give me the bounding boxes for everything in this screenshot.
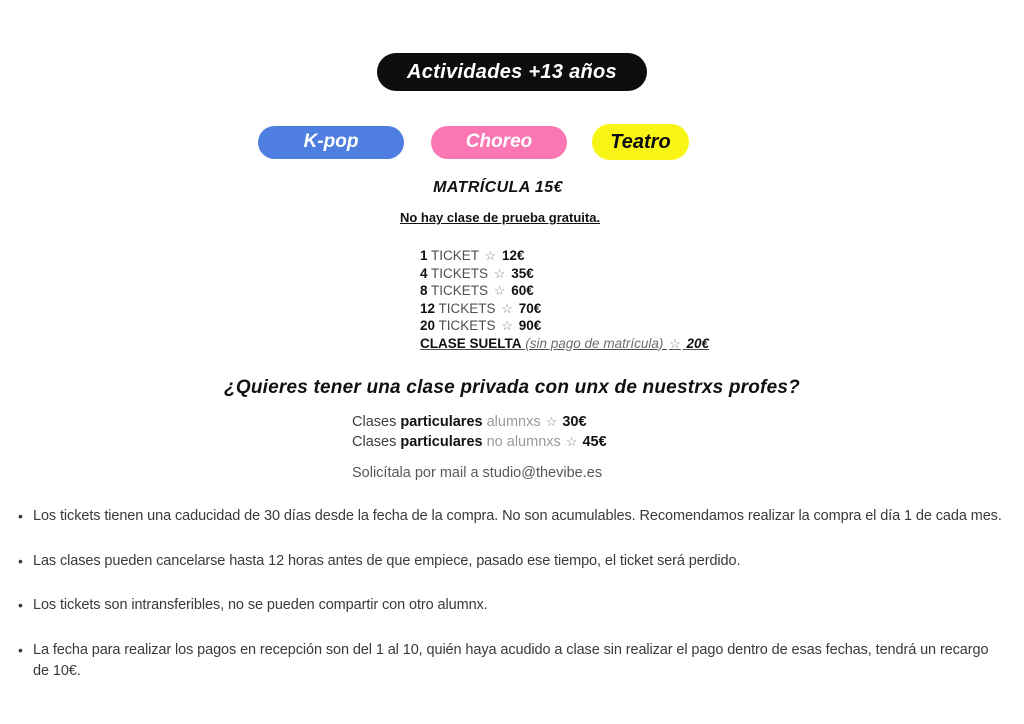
no-trial-note: No hay clase de prueba gratuita. — [399, 210, 601, 225]
star-icon: ☆ — [669, 335, 681, 351]
policy-bullet: • La fecha para realizar los pagos en recepción son del 1 al 10, quién haya acudido a clase sin realizar el pago dentro de esas fechas, tendrá un recargo de 10€. — [18, 640, 1008, 683]
rate-lead: Clases — [352, 434, 401, 450]
tag-teatro[interactable]: Teatro — [592, 124, 689, 160]
rate-line — [352, 432, 1024, 452]
ticket-qty: 12 — [420, 300, 436, 316]
ticket-line — [420, 247, 1024, 265]
rate-price: 30€ — [558, 414, 587, 430]
ticket-qty: 20 — [420, 318, 436, 333]
star-icon: ☆ — [493, 283, 506, 298]
ticket-line — [420, 300, 1024, 318]
star-icon: ☆ — [545, 414, 558, 429]
rate-who: alumnxs — [482, 414, 545, 430]
rate-emph: particulares — [400, 434, 483, 450]
ticket-unit: TICKETS — [435, 318, 500, 333]
ticket-unit: TICKET — [427, 248, 483, 263]
tag-kpop[interactable]: K-pop — [258, 126, 404, 159]
ticket-price: 35€ — [511, 265, 534, 281]
matricula-heading: MATRÍCULA 15€ — [433, 179, 563, 196]
ticket-unit: TICKETS — [427, 283, 492, 298]
ticket-line — [420, 265, 1024, 283]
star-icon: ☆ — [501, 300, 513, 316]
policy-bullet: • Las clases pueden cancelarse hasta 12 horas antes de que empiece, pasado ese tiempo, el ticket será perdido. — [18, 551, 1008, 573]
header-row — [0, 0, 1024, 91]
policy-bullets — [18, 506, 1008, 683]
ticket-qty: 1 — [420, 248, 428, 263]
activity-tags — [258, 124, 1024, 160]
ticket-line — [420, 282, 1024, 300]
policy-bullet: • Los tickets tienen una caducidad de 30 días desde la fecha de la compra. No son acumulables. Recomendamos realizar la compra el día 1 de cada mes. — [18, 506, 1008, 528]
tag-choreo[interactable]: Choreo — [431, 126, 567, 159]
request-by-mail-line: Solicítala por mail a studio@thevibe.es — [352, 465, 603, 481]
clase-suelta-line — [420, 335, 1024, 353]
private-class-question: ¿Quieres tener una clase privada con unx de nuestrxs profes? — [224, 377, 800, 398]
star-icon: ☆ — [484, 248, 497, 263]
rate-who: no alumnxs — [482, 434, 565, 450]
ticket-qty: 8 — [420, 283, 428, 298]
rate-lead: Clases — [352, 414, 401, 430]
page-title: Actividades +13 años — [377, 53, 647, 91]
ticket-price: 60€ — [511, 283, 534, 298]
ticket-price: 12€ — [501, 248, 525, 263]
clase-suelta-price: 20€ — [682, 335, 710, 351]
clase-suelta-note: (sin pago de matrícula) — [521, 335, 668, 351]
policy-bullet: • Los tickets son intransferibles, no se pueden compartir con otro alumnx. — [18, 595, 1008, 617]
rate-emph: particulares — [400, 414, 483, 430]
ticket-qty: 4 — [420, 265, 428, 281]
private-rates — [352, 412, 1024, 452]
star-icon: ☆ — [493, 265, 506, 281]
ticket-unit: TICKETS — [435, 300, 500, 316]
rate-line — [352, 412, 1024, 432]
ticket-price: 70€ — [518, 300, 542, 316]
ticket-price-list — [420, 247, 1024, 352]
ticket-line — [420, 317, 1024, 335]
star-icon: ☆ — [501, 318, 513, 333]
ticket-price: 90€ — [518, 318, 542, 333]
rate-price: 45€ — [578, 434, 607, 450]
ticket-unit: TICKETS — [427, 265, 492, 281]
clase-suelta-label: CLASE SUELTA — [420, 335, 522, 351]
star-icon: ☆ — [565, 434, 578, 449]
